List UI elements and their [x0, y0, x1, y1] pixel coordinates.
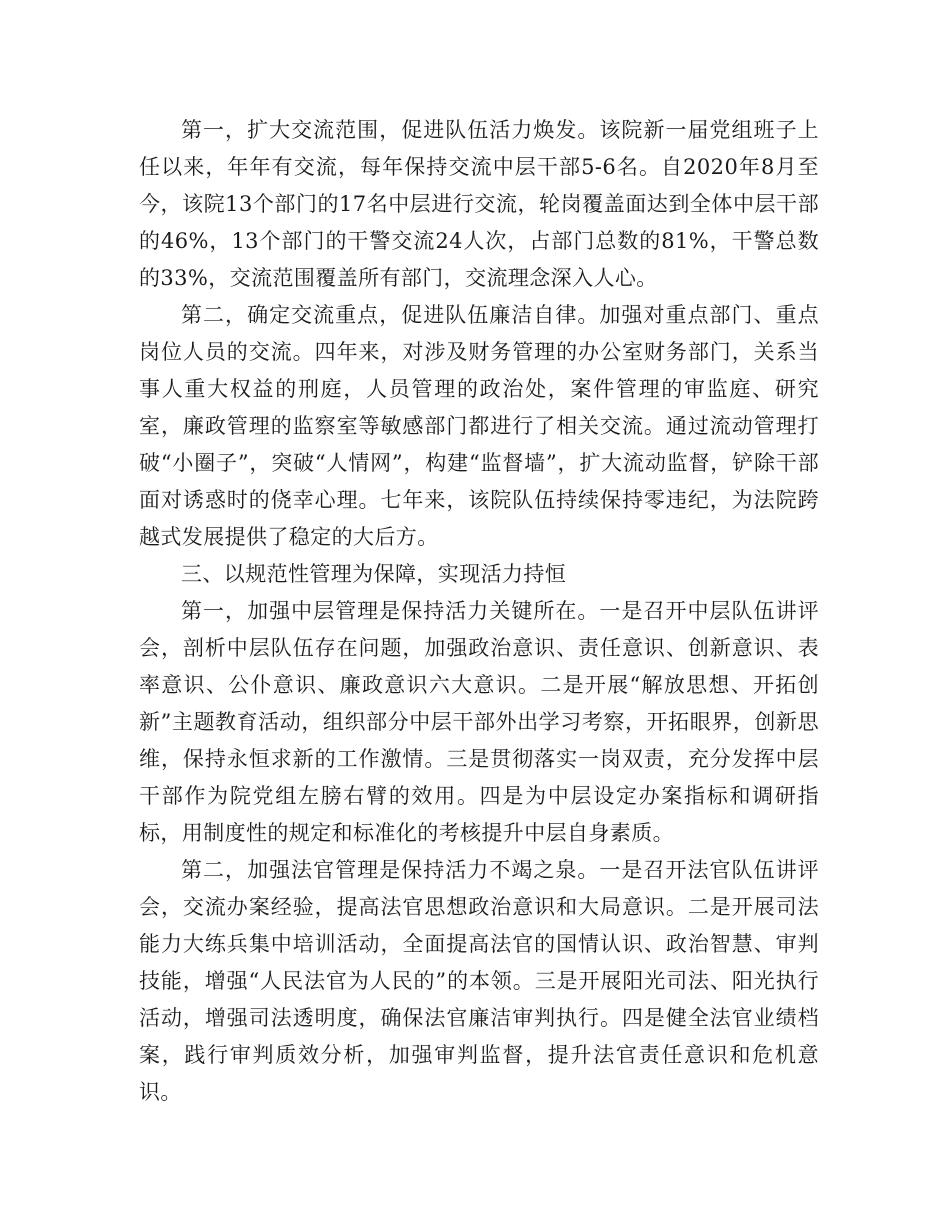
section-heading-standard-management: 三、以规范性管理为保障，实现活力持恒: [181, 562, 567, 586]
document-body: [139, 112, 819, 1111]
paragraph-exchange-focus: 第二，确定交流重点，促进队伍廉洁自律。加强对重点部门、重点岗位人员的交流。四年来，对涉及财务管理的办公室财务部门，关系当事人重大权益的刑庭，人员管理的政治处，案件管理的审监庭、研究室，廉政管理的监察室等敏感部门都进行了相关交流。通过流动管理打破“小圈子”，突破“人情网”，构建“监督墙”，扩大流动监督，铲除干部面对诱惑时的侥幸心理。七年来，该院队伍持续保持零违纪，为法院跨越式发展提供了稳定的大后方。: [139, 303, 819, 549]
paragraph-middle-management: 第一，加强中层管理是保持活力关键所在。一是召开中层队伍讲评会，剖析中层队伍存在问题，加强政治意识、责任意识、创新意识、表率意识、公仆意识、廉政意识六大意识。二是开展“解放思想、开拓创新”主题教育活动，组织部分中层干部外出学习考察，开拓眼界，创新思维，保持永恒求新的工作激情。三是贯彻落实一岗双责，充分发挥中层干部作为院党组左膀右臂的效用。四是为中层设定办案指标和调研指标，用制度性的规定和标准化的考核提升中层自身素质。: [139, 599, 819, 845]
paragraph-judge-management: 第二，加强法官管理是保持活力不竭之泉。一是召开法官队伍讲评会，交流办案经验，提高法官思想政治意识和大局意识。二是开展司法能力大练兵集中培训活动，全面提高法官的国情认识、政治智慧、审判技能，增强“人民法官为人民的”的本领。三是开展阳光司法、阳光执行活动，增强司法透明度，确保法官廉洁审判执行。四是健全法官业绩档案，践行审判质效分析，加强审判监督，提升法官责任意识和危机意识。: [139, 858, 819, 1104]
paragraph-exchange-scope: 第一，扩大交流范围，促进队伍活力焕发。该院新一届党组班子上任以来，年年有交流，每年保持交流中层干部5-6名。自2020年8月至今，该院13个部门的17名中层进行交流，轮岗覆盖面达到全体中层干部的46%，13个部门的干警交流24人次，占部门总数的81%，干警总数的33%，交流范围覆盖所有部门，交流理念深入人心。: [139, 118, 819, 290]
